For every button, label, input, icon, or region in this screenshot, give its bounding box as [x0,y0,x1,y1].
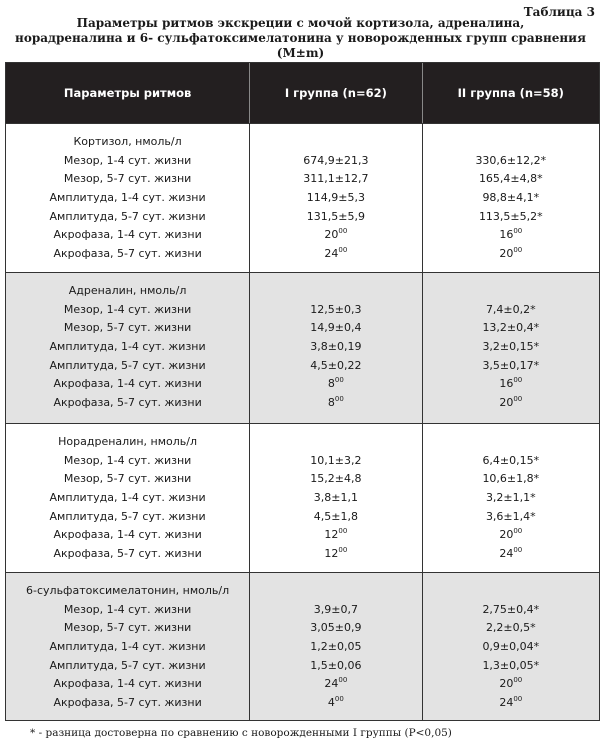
group-2-value [423,189,599,208]
row-label: Акрофаза, 1-4 сут. жизни [53,228,202,242]
value-text: 4,5±1,8 [313,509,358,523]
value-text: 13,2±0,4* [482,321,540,335]
value-text: 3,05±0,9 [310,621,362,635]
value-text: 7,4±0,2* [485,302,536,316]
group-2-value [423,152,599,171]
value-text: 6,4±0,15* [482,453,540,467]
row-label: Мезор, 5-7 сут. жизни [63,621,192,635]
value-text: 330,6±12,2* [475,153,547,167]
group-1-value [250,170,421,189]
group-2-column [422,124,599,272]
table-body [6,123,599,720]
row-label: Акрофаза, 5-7 сут. жизни [53,396,202,410]
group-2-value [423,375,599,394]
value-text: 10,1±3,2 [310,453,362,467]
group-1-value [250,508,421,527]
group-1-value [250,394,421,413]
value-superscript: 00 [338,676,348,685]
footnote: * - разница достоверна по сравнению с новорожденными I группы (P<0,05) [30,727,452,739]
row-label: Мезор, 5-7 сут. жизни [63,472,192,486]
row-label: Акрофаза, 5-7 сут. жизни [53,247,202,261]
value-text: 15,2±4,8 [310,472,362,486]
value-superscript: 00 [513,695,523,704]
group-1-value [250,489,421,508]
row-label: Амплитуда, 5-7 сут. жизни [49,209,206,223]
value-superscript: 00 [513,546,523,555]
row-label: Мезор, 5-7 сут. жизни [63,172,192,186]
group-1-value [250,375,421,394]
value-text: 2,75±0,4* [482,602,540,616]
value-text: 113,5±5,2* [478,209,543,223]
row-label: Амплитуда, 5-7 сут. жизни [49,509,206,523]
value-text: 20 [499,677,514,691]
group-1-value [250,470,421,489]
group-2-value [423,545,599,564]
value-text: 20 [499,247,514,261]
group-2-value [423,638,599,657]
group-2-value [423,694,599,713]
group-2-value [423,526,599,545]
table-header [6,63,599,123]
caption-line-2: норадреналина и 6- сульфатоксимелатонина у новорожденных групп сравнения (M±m) [15,31,586,60]
group-1-value [250,675,421,694]
group-1-value [250,338,421,357]
row-label: Амплитуда, 1-4 сут. жизни [49,640,206,654]
value-superscript: 00 [513,376,523,385]
group-2-column [422,424,599,572]
row-label: Акрофаза, 1-4 сут. жизни [53,528,202,542]
group-2-value [423,657,599,676]
value-text: 165,4±4,8* [478,172,543,186]
group-1-value [250,638,421,657]
group-2-value [423,619,599,638]
value-text: 20 [324,228,339,242]
row-label: Амплитуда, 1-4 сут. жизни [49,340,206,354]
value-superscript: 00 [338,527,348,536]
value-superscript: 00 [334,695,344,704]
group-2-value [423,470,599,489]
value-superscript: 00 [334,376,344,385]
row-label: Акрофаза, 1-4 сут. жизни [53,677,202,691]
value-text: 3,9±0,7 [313,602,358,616]
group-2-value [423,301,599,320]
row-label: Мезор, 1-4 сут. жизни [63,302,192,316]
value-text: 2,2±0,5* [485,621,536,635]
header-group-2: II группа (n=58) [422,63,599,123]
parameter-column [6,273,249,423]
row-label: Мезор, 1-4 сут. жизни [63,453,192,467]
row-label: Амплитуда, 1-4 сут. жизни [49,491,206,505]
group-1-column [249,273,421,423]
value-text: 3,8±0,19 [310,340,362,354]
table-group [6,123,599,272]
value-text: 4 [327,696,335,710]
group-title: Норадреналин, нмоль/л [58,435,198,448]
value-text: 24 [324,677,339,691]
value-text: 1,5±0,06 [310,658,362,672]
value-superscript: 00 [513,395,523,404]
group-title: Адреналин, нмоль/л [68,284,187,297]
row-label: Амплитуда, 5-7 сут. жизни [49,358,206,372]
group-1-value [250,208,421,227]
value-text: 1,3±0,05* [482,658,540,672]
value-text: 3,2±0,15* [482,340,540,354]
group-2-value [423,319,599,338]
group-1-column [249,124,421,272]
value-text: 24 [324,247,339,261]
value-text: 8 [327,396,335,410]
value-text: 20 [499,396,514,410]
value-text: 674,9±21,3 [303,153,369,167]
group-1-value [250,245,421,264]
group-2-value [423,601,599,620]
value-text: 114,9±5,3 [306,191,365,205]
value-text: 131,5±5,9 [306,209,365,223]
value-text: 3,5±0,17* [482,358,540,372]
group-2-column [422,273,599,423]
value-text: 20 [499,528,514,542]
value-superscript: 00 [513,676,523,685]
group-1-value [250,619,421,638]
value-superscript: 00 [338,246,348,255]
group-title: Кортизол, нмоль/л [73,135,182,148]
group-2-value [423,508,599,527]
group-2-value [423,226,599,245]
group-2-value [423,245,599,264]
value-text: 16 [499,377,514,391]
value-superscript: 00 [338,227,348,236]
group-1-column [249,424,421,572]
group-2-column [422,573,599,720]
value-text: 12 [324,528,339,542]
group-1-value [250,189,421,208]
value-text: 12 [324,547,339,561]
value-text: 311,1±12,7 [303,172,369,186]
value-text: 3,2±1,1* [485,491,536,505]
value-text: 10,6±1,8* [482,472,540,486]
group-1-value [250,601,421,620]
group-2-value [423,170,599,189]
row-label: Акрофаза, 5-7 сут. жизни [53,547,202,561]
value-text: 12,5±0,3 [310,302,362,316]
group-1-value [250,357,421,376]
group-1-value [250,152,421,171]
row-label: Амплитуда, 5-7 сут. жизни [49,658,206,672]
value-superscript: 00 [338,546,348,555]
table-number: Таблица 3 [523,5,595,19]
value-text: 8 [327,377,335,391]
parameter-column [6,124,249,272]
group-2-value [423,394,599,413]
table-group [6,423,599,572]
group-1-value [250,319,421,338]
row-label: Акрофаза, 1-4 сут. жизни [53,377,202,391]
group-1-value [250,526,421,545]
value-text: 3,8±1,1 [313,491,358,505]
group-1-column [249,573,421,720]
parameter-column [6,424,249,572]
value-superscript: 00 [513,246,523,255]
value-text: 24 [499,547,514,561]
group-2-value [423,357,599,376]
group-1-value [250,545,421,564]
table-group [6,572,599,720]
row-label: Мезор, 1-4 сут. жизни [63,153,192,167]
value-text: 4,5±0,22 [310,358,362,372]
value-superscript: 00 [334,395,344,404]
header-parameters: Параметры ритмов [63,86,192,100]
group-1-value [250,657,421,676]
value-superscript: 00 [513,527,523,536]
group-1-value [250,452,421,471]
group-2-value [423,675,599,694]
row-label: Мезор, 1-4 сут. жизни [63,602,192,616]
value-superscript: 00 [513,227,523,236]
row-label: Амплитуда, 1-4 сут. жизни [49,191,206,205]
value-text: 14,9±0,4 [310,321,362,335]
value-text: 0,9±0,04* [482,640,540,654]
header-group-1: I группа (n=62) [249,63,421,123]
parameter-column [6,573,249,720]
value-text: 16 [499,228,514,242]
value-text: 98,8±4,1* [482,191,540,205]
value-text: 1,2±0,05 [310,640,362,654]
table-group [6,272,599,423]
group-title: 6-сульфатоксимелатонин, нмоль/л [26,584,230,597]
row-label: Акрофаза, 5-7 сут. жизни [53,696,202,710]
value-text: 24 [499,696,514,710]
table-caption [0,16,601,61]
row-label: Мезор, 5-7 сут. жизни [63,321,192,335]
caption-line-1: Параметры ритмов экскреции с мочой кортизола, адреналина, [76,16,525,30]
group-1-value [250,694,421,713]
data-table [5,62,600,721]
group-2-value [423,208,599,227]
group-1-value [250,301,421,320]
group-2-value [423,452,599,471]
group-2-value [423,338,599,357]
value-text: 3,6±1,4* [485,509,536,523]
group-2-value [423,489,599,508]
group-1-value [250,226,421,245]
